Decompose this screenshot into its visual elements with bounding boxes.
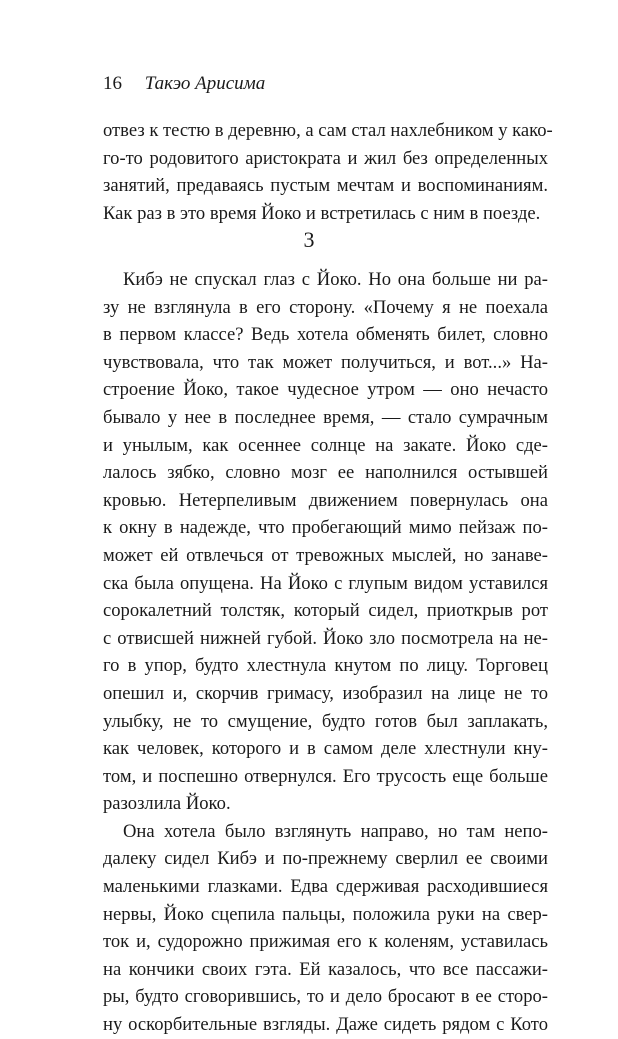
text-line: на кончики своих гэта. Ей казалось, что все пассажи-: [103, 958, 548, 980]
text-line: нервы, Йоко сцепила пальцы, положила руки на свер-: [103, 903, 548, 925]
text-line: улыбку, не то смущение, будто готов был заплакать,: [103, 710, 548, 732]
text-line: как человек, которого и в самом деле хлестнули кну-: [103, 738, 548, 760]
body-text: [103, 266, 548, 1039]
text-line: бывало у нее в последнее время, — стало сумрачным: [103, 406, 548, 428]
text-line: Она хотела было взглянуть направо, но там непо-: [123, 820, 548, 842]
text-line: зу не взглянула в его сторону. «Почему я не поехала: [103, 296, 548, 318]
text-line: кровью. Нетерпеливым движением повернулась она: [103, 489, 548, 511]
text-line: занятий, предаваясь пустым мечтам и воспоминаниям.: [103, 175, 548, 197]
text-line: строение Йоко, такое чудесное утром — оно нечасто: [103, 379, 548, 401]
text-line: Кибэ не спускал глаз с Йоко. Но она больше ни ра-: [123, 269, 548, 290]
paragraph: [103, 818, 548, 1039]
text-line: ска была опущена. На Йоко с глупым видом уставился: [103, 572, 548, 594]
text-line: го-то родовитого аристократа и жил без определенных: [103, 147, 548, 169]
text-line: том, и поспешно отвернулся. Его трусость еще больше: [103, 765, 548, 787]
text-line: чувствовала, что так может получиться, и вот...» На-: [103, 351, 548, 373]
text-line: го в упор, будто хлестнула кнутом по лицу. Торговец: [103, 655, 548, 677]
text-line: далеку сидел Кибэ и по-прежнему сверлил ее своими: [103, 848, 548, 870]
text-line: разозлила Йоко.: [103, 793, 231, 815]
text-line: маленькими глазками. Едва сдерживая расходившиеся: [103, 876, 548, 898]
text-line: к окну в надежде, что пробегающий мимо пейзаж по-: [103, 517, 548, 539]
text-line: лалось зябко, словно мозг ее наполнился остывшей: [103, 462, 548, 484]
text-line: в первом классе? Ведь хотела обменять билет, словно: [103, 324, 548, 346]
text-line: опешил и, скорчив гримасу, изобразил на лице не то: [103, 682, 548, 704]
text-line: может ей отвлечься от тревожных мыслей, но занаве-: [103, 544, 548, 566]
text-line: отвез к тестю в деревню, а сам стал нахлебником у како-: [103, 120, 553, 141]
text-line: сорокалетний толстяк, который сидел, приоткрыв рот: [103, 600, 548, 622]
section-number: 3: [303, 227, 315, 252]
text-line: с отвисшей нижней губой. Йоко зло посмотрела на не-: [103, 627, 548, 649]
text-line: ры, будто сговорившись, то и дело бросают в ее сторо-: [103, 986, 548, 1008]
text-line: и унылым, как осеннее солнце на закате. Йоко сде-: [103, 434, 548, 456]
paragraph: [103, 266, 548, 818]
text-line: ток и, судорожно прижимая его к коленям, уставилась: [103, 931, 548, 953]
running-title: Такэо Арисима: [144, 73, 266, 94]
running-header: [103, 72, 265, 96]
text-line: Как раз в это время Йоко и встретилась с ним в поезде.: [103, 202, 541, 224]
page-number: 16: [103, 73, 122, 94]
paragraph-continuation: [103, 117, 553, 227]
text-line: ну оскорбительные взгляды. Даже сидеть рядом с Кото: [103, 1014, 548, 1036]
